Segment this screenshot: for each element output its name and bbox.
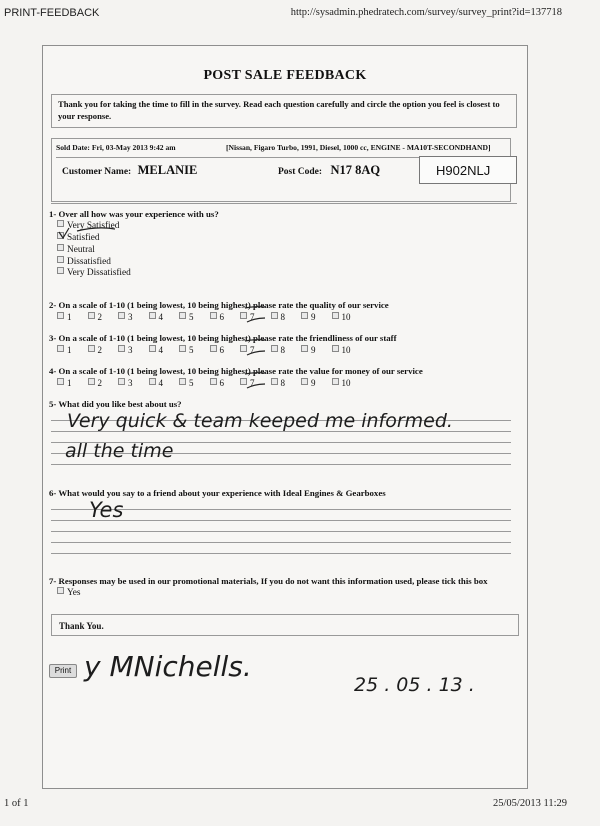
scale-option[interactable]: 2: [88, 345, 119, 355]
scale-option[interactable]: 9: [301, 312, 332, 322]
q2-scale: [57, 312, 362, 322]
scale-option[interactable]: 3: [118, 345, 149, 355]
q1-option-dissatisfied[interactable]: Dissatisfied: [57, 256, 111, 267]
scale-option[interactable]: 7: [240, 378, 271, 388]
checkbox[interactable]: [301, 378, 308, 385]
scale-option[interactable]: 10: [332, 312, 363, 322]
scale-option[interactable]: 9: [301, 345, 332, 355]
q3-scale: [57, 345, 362, 355]
q1-option-very-satisfied[interactable]: Very Satisfied: [57, 220, 119, 231]
scale-option[interactable]: 3: [118, 312, 149, 322]
question-5: 5- What did you like best about us?: [49, 399, 182, 409]
postcode-row: [278, 163, 380, 178]
scale-option[interactable]: 2: [88, 312, 119, 322]
signed-date: 25 . 05 . 13 .: [354, 674, 475, 696]
checkbox[interactable]: [57, 312, 64, 319]
answer-line: [51, 464, 511, 465]
answer-line: [51, 553, 511, 554]
thank-you-box: Thank You.: [51, 614, 519, 636]
scale-option[interactable]: 6: [210, 378, 241, 388]
checkbox[interactable]: [88, 345, 95, 352]
checkbox[interactable]: [179, 378, 186, 385]
customer-name-row: [62, 163, 197, 178]
q4-scale: [57, 378, 362, 388]
q1-option-neutral[interactable]: Neutral: [57, 244, 95, 255]
answer-line: [51, 531, 511, 532]
checkbox[interactable]: [118, 345, 125, 352]
question-4: 4- On a scale of 1-10 (1 being lowest, 10 being highest) please rate the value for money of our service: [49, 366, 423, 376]
q1-option-satisfied[interactable]: Satisfied: [57, 232, 100, 243]
footer-datetime: 25/05/2013 11:29: [493, 798, 567, 809]
scale-option[interactable]: 4: [149, 378, 180, 388]
checkbox[interactable]: [118, 378, 125, 385]
scale-option[interactable]: 5: [179, 312, 210, 322]
customer-info-box: [51, 138, 511, 202]
handwritten-check-mark: [243, 304, 283, 326]
checkbox[interactable]: [88, 378, 95, 385]
checkbox[interactable]: [57, 378, 64, 385]
checkbox[interactable]: [57, 244, 64, 251]
checkbox[interactable]: [179, 345, 186, 352]
checkbox[interactable]: [88, 312, 95, 319]
q5-handwritten-answer-1: Very quick & team keeped me informed.: [67, 410, 453, 432]
question-2: 2- On a scale of 1-10 (1 being lowest, 10 being highest) please rate the quality of our service: [49, 300, 389, 310]
checkbox[interactable]: [210, 312, 217, 319]
scale-option[interactable]: 1: [57, 345, 88, 355]
print-button[interactable]: Print: [49, 664, 77, 678]
scale-option[interactable]: 8: [271, 312, 302, 322]
customer-signature: y MNichells.: [84, 650, 252, 683]
checkbox[interactable]: [149, 312, 156, 319]
checkbox[interactable]: [149, 345, 156, 352]
checkbox[interactable]: [210, 378, 217, 385]
scale-option[interactable]: 9: [301, 378, 332, 388]
checkbox[interactable]: [57, 345, 64, 352]
question-3: 3- On a scale of 1-10 (1 being lowest, 10 being highest) please rate the friendliness of our staff: [49, 333, 397, 343]
scale-option[interactable]: 4: [149, 345, 180, 355]
vehicle-details: [Nissan, Figaro Turbo, 1991, Diesel, 1000 cc, ENGINE - MA10T-SECONDHAND]: [226, 143, 491, 152]
checkbox[interactable]: [210, 345, 217, 352]
q6-handwritten-answer: Yes: [89, 498, 124, 522]
registration-box: H902NLJ: [419, 156, 517, 184]
checkbox[interactable]: [149, 378, 156, 385]
checkbox[interactable]: [301, 345, 308, 352]
question-6: 6- What would you say to a friend about your experience with Ideal Engines & Gearboxes: [49, 488, 386, 498]
checkbox[interactable]: [57, 267, 64, 274]
scale-option[interactable]: 7: [240, 345, 271, 355]
checkbox[interactable]: [332, 345, 339, 352]
scale-option[interactable]: 2: [88, 378, 119, 388]
postcode: N17 8AQ: [330, 163, 381, 177]
checkbox[interactable]: [118, 312, 125, 319]
checkbox[interactable]: [332, 378, 339, 385]
footer-page-count: 1 of 1: [4, 798, 29, 809]
answer-line: [51, 542, 511, 543]
intro-text: Thank you for taking the time to fill in the survey. Read each question carefully and circle the option you feel is closest to your response.: [51, 94, 517, 128]
checkbox[interactable]: [301, 312, 308, 319]
scale-option[interactable]: 3: [118, 378, 149, 388]
scale-option[interactable]: 6: [210, 312, 241, 322]
handwritten-check-mark: [57, 222, 117, 242]
scale-option[interactable]: 8: [271, 378, 302, 388]
handwritten-check-mark: [243, 370, 283, 392]
q7-option-yes[interactable]: Yes: [57, 587, 81, 598]
header-url: http://sysadmin.phedratech.com/survey/survey_print?id=137718: [290, 7, 562, 18]
scale-option[interactable]: 4: [149, 312, 180, 322]
scale-option[interactable]: 6: [210, 345, 241, 355]
customer-name: MELANIE: [137, 163, 198, 177]
form-title: POST SALE FEEDBACK: [203, 68, 367, 83]
checkbox[interactable]: [57, 587, 64, 594]
postcode-label: Post Code:: [278, 167, 323, 177]
scale-option[interactable]: 10: [332, 345, 363, 355]
scale-option[interactable]: 5: [179, 378, 210, 388]
scale-option[interactable]: 1: [57, 378, 88, 388]
checkbox[interactable]: [57, 256, 64, 263]
question-1: 1- Over all how was your experience with us?: [49, 209, 219, 219]
handwritten-check-mark: [243, 337, 283, 359]
q5-handwritten-answer-2: all the time: [65, 440, 174, 462]
divider: [51, 203, 517, 204]
scale-option[interactable]: 1: [57, 312, 88, 322]
checkbox[interactable]: [332, 312, 339, 319]
q1-option-very-dissatisfied[interactable]: Very Dissatisfied: [57, 267, 131, 278]
question-7: 7- Responses may be used in our promotional materials, If you do not want this information used, please tick this box: [49, 576, 488, 586]
customer-label: Customer Name:: [62, 167, 132, 177]
sold-date: Sold Date: Fri, 03-May 2013 9:42 am: [56, 143, 176, 152]
scale-option[interactable]: 8: [271, 345, 302, 355]
scale-option[interactable]: 10: [332, 378, 363, 388]
checkbox[interactable]: [179, 312, 186, 319]
header-title: PRINT-FEEDBACK: [4, 7, 100, 19]
scale-option[interactable]: 5: [179, 345, 210, 355]
scale-option[interactable]: 7: [240, 312, 271, 322]
